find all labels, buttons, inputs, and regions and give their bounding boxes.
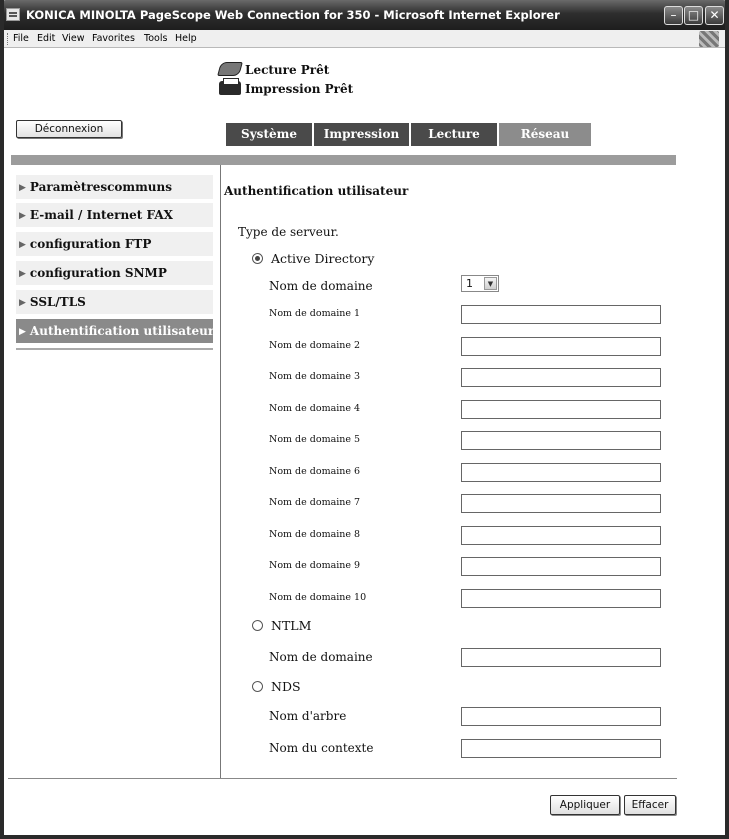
scanner-icon bbox=[217, 62, 243, 76]
window-titlebar bbox=[0, 0, 729, 30]
domain-3-label: Nom de domaine 3 bbox=[269, 371, 361, 382]
sidebar-item-label: SSL/TLS bbox=[29, 295, 86, 309]
radio-ntlm-label: NTLM bbox=[271, 618, 312, 633]
arrow-right-icon: ▶ bbox=[19, 183, 26, 193]
menu-favorites[interactable]: Favorites bbox=[92, 33, 135, 44]
domain-8-label: Nom de domaine 8 bbox=[269, 529, 361, 540]
footer-divider bbox=[8, 778, 677, 779]
radio-nds[interactable] bbox=[252, 679, 301, 694]
domain-1-input[interactable] bbox=[461, 305, 661, 324]
sidebar-item-label: configuration SNMP bbox=[29, 266, 167, 280]
radio-checked-icon[interactable] bbox=[252, 253, 263, 264]
scan-status bbox=[219, 62, 329, 77]
arrow-right-icon: ▶ bbox=[19, 240, 26, 250]
domain-6-input[interactable] bbox=[461, 463, 661, 482]
maximize-icon[interactable]: □ bbox=[684, 6, 703, 25]
print-status-text: Impression Prêt bbox=[245, 82, 354, 96]
menu-help[interactable]: Help bbox=[175, 33, 197, 44]
domain-5-input[interactable] bbox=[461, 431, 661, 450]
print-status bbox=[219, 81, 353, 96]
domain-6-label: Nom de domaine 6 bbox=[269, 466, 361, 477]
domain-8-input[interactable] bbox=[461, 526, 661, 545]
server-type-label: Type de serveur. bbox=[238, 225, 339, 239]
radio-active-directory[interactable] bbox=[252, 251, 374, 266]
sidebar-item-label: E-mail / Internet FAX bbox=[29, 208, 173, 222]
arrow-right-icon: ▶ bbox=[19, 211, 26, 221]
sidebar-divider bbox=[16, 348, 213, 350]
sidebar-item-parametres-communs[interactable] bbox=[16, 175, 213, 199]
ntlm-domain-input[interactable] bbox=[461, 648, 661, 667]
domain-10-label: Nom de domaine 10 bbox=[269, 592, 367, 603]
menu-edit[interactable]: Edit bbox=[37, 33, 56, 44]
sidebar-item-label: configuration FTP bbox=[29, 237, 152, 251]
domain-5-label: Nom de domaine 5 bbox=[269, 434, 361, 445]
arrow-right-icon: ▶ bbox=[19, 298, 26, 308]
sidebar-item-label: Authentification utilisateur bbox=[29, 324, 215, 338]
apply-button[interactable]: Appliquer bbox=[550, 795, 620, 815]
page-title: Authentification utilisateur bbox=[224, 184, 409, 198]
sidebar-item-ssl-tls[interactable] bbox=[16, 290, 213, 314]
scan-status-text: Lecture Prêt bbox=[245, 63, 330, 77]
nds-tree-label: Nom d'arbre bbox=[269, 709, 347, 723]
sidebar-vertical-divider bbox=[220, 165, 221, 779]
radio-unchecked-icon[interactable] bbox=[252, 620, 263, 631]
toolbar-grip bbox=[7, 33, 9, 45]
arrow-right-icon: ▶ bbox=[19, 269, 26, 279]
tab-lecture[interactable]: Lecture bbox=[411, 123, 497, 146]
header-divider-bar bbox=[11, 155, 676, 165]
domain-count-select[interactable] bbox=[461, 275, 499, 292]
domain-4-label: Nom de domaine 4 bbox=[269, 403, 361, 414]
radio-ntlm[interactable] bbox=[252, 618, 311, 633]
tab-impression[interactable]: Impression bbox=[314, 123, 409, 146]
ie-page-icon bbox=[6, 8, 20, 21]
domain-count-value: 1 bbox=[466, 277, 473, 290]
domain-9-input[interactable] bbox=[461, 557, 661, 576]
sidebar-item-configuration-ftp[interactable] bbox=[16, 232, 213, 256]
printer-icon bbox=[219, 81, 241, 95]
window-title: KONICA MINOLTA PageScope Web Connection for 350 - Microsoft Internet Explorer bbox=[26, 8, 560, 22]
domain-2-label: Nom de domaine 2 bbox=[269, 340, 361, 351]
domain-2-input[interactable] bbox=[461, 337, 661, 356]
tab-systeme[interactable]: Système bbox=[226, 123, 312, 146]
page-content bbox=[4, 49, 725, 835]
nds-context-input[interactable] bbox=[461, 739, 661, 758]
domain-10-input[interactable] bbox=[461, 589, 661, 608]
domain-7-label: Nom de domaine 7 bbox=[269, 497, 361, 508]
arrow-right-icon: ▶ bbox=[19, 327, 26, 337]
nds-tree-input[interactable] bbox=[461, 707, 661, 726]
radio-nds-label: NDS bbox=[271, 679, 301, 694]
windows-logo-icon bbox=[699, 31, 719, 47]
radio-active-directory-label: Active Directory bbox=[271, 251, 375, 266]
tab-reseau[interactable]: Réseau bbox=[499, 123, 591, 146]
nds-context-label: Nom du contexte bbox=[269, 741, 374, 755]
clear-button[interactable]: Effacer bbox=[624, 795, 676, 815]
ntlm-domain-label: Nom de domaine bbox=[269, 650, 373, 664]
menu-bar bbox=[4, 30, 725, 48]
sidebar-item-label: Paramètrescommuns bbox=[29, 180, 172, 194]
sidebar-item-authentification-utilisateur[interactable] bbox=[16, 319, 213, 343]
menu-view[interactable]: View bbox=[62, 33, 85, 44]
radio-unchecked-icon[interactable] bbox=[252, 681, 263, 692]
sidebar-item-email-internet-fax[interactable] bbox=[16, 203, 213, 227]
domain-4-input[interactable] bbox=[461, 400, 661, 419]
minimize-icon[interactable]: – bbox=[664, 6, 683, 25]
domain-1-label: Nom de domaine 1 bbox=[269, 308, 361, 319]
logout-button[interactable]: Déconnexion bbox=[16, 120, 122, 138]
menu-file[interactable]: File bbox=[13, 33, 29, 44]
chevron-down-icon[interactable]: ▼ bbox=[484, 277, 497, 290]
domain-count-label: Nom de domaine bbox=[269, 279, 373, 293]
domain-3-input[interactable] bbox=[461, 368, 661, 387]
domain-7-input[interactable] bbox=[461, 494, 661, 513]
close-icon[interactable]: ✕ bbox=[705, 6, 724, 25]
menu-tools[interactable]: Tools bbox=[144, 33, 168, 44]
domain-9-label: Nom de domaine 9 bbox=[269, 560, 361, 571]
sidebar-item-configuration-snmp[interactable] bbox=[16, 261, 213, 285]
